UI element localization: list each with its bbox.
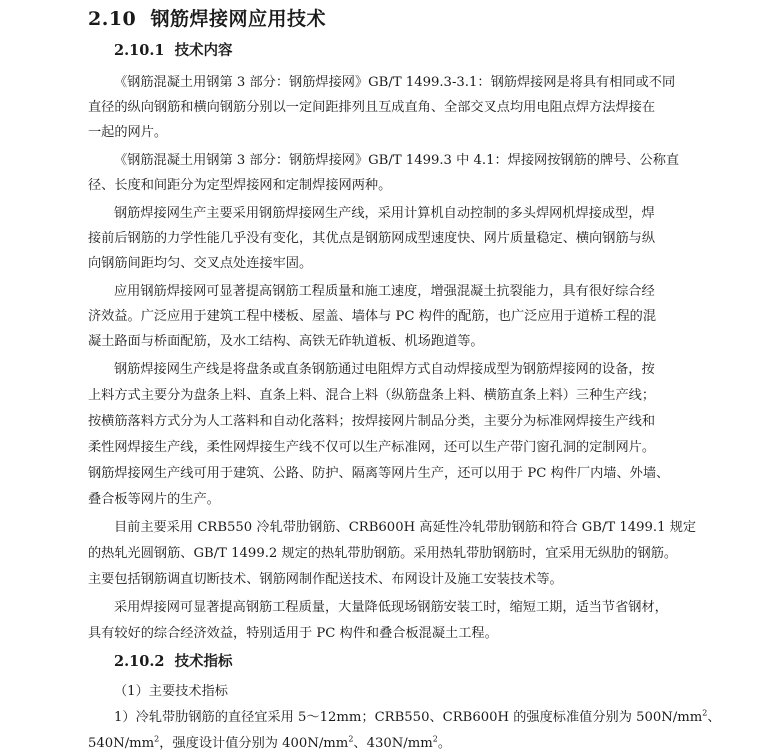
paragraph-line: 径、长度和间距分为定型焊接网和定制焊接网两种。 — [88, 178, 392, 193]
subsection-number: 2.10.2 — [114, 653, 165, 670]
paragraph-line: 具有较好的综合经济效益，特别适用于 PC 构件和叠合板混凝土工程。 — [88, 626, 498, 641]
spec-text: 、430N/mm — [353, 736, 433, 751]
spec-line-2 — [88, 732, 451, 751]
superscript: 2 — [348, 734, 354, 744]
superscript: 2 — [154, 734, 160, 744]
spec-text: 、 — [707, 710, 721, 725]
section-title: 钢筋焊接网应用技术 — [150, 8, 327, 30]
subsection-heading-2 — [114, 650, 233, 671]
paragraph-line: 应用钢筋焊接网可显著提高钢筋工程质量和施工速度，增强混凝土抗裂能力，具有很好综合经 — [114, 284, 655, 299]
spec-text: 1）冷轧带肋钢筋的直径宜采用 5～12mm；CRB550、CRB600H 的强度标准值分别为 500N/mm — [114, 710, 703, 725]
paragraph-line: 柔性网焊接生产线，柔性网焊接生产线不仅可以生产标准网，还可以生产带门窗孔洞的定制网片。 — [88, 440, 656, 455]
paragraph-line: 接前后钢筋的力学性能几乎没有变化，其优点是钢筋网成型速度快、网片质量稳定、横向钢筋与纵 — [88, 231, 656, 246]
spec-line-1 — [114, 706, 721, 725]
paragraph-line: 钢筋焊接网生产主要采用钢筋焊接网生产线，采用计算机自动控制的多头焊网机焊接成型，焊 — [114, 206, 655, 221]
paragraph-line: 钢筋焊接网生产线是将盘条或直条钢筋通过电阻焊方式自动焊接成型为钢筋焊接网的设备，按 — [114, 362, 655, 377]
paragraph-line: 目前主要采用 CRB550 冷轧带肋钢筋、CRB600H 高延性冷轧带肋钢筋和符合 GB/T 1499.1 规定 — [114, 520, 697, 535]
paragraph-line: 凝土路面与桥面配筋，及水工结构、高铁无砟轨道板、机场跑道等。 — [88, 334, 484, 349]
section-number: 2.10 — [88, 8, 137, 30]
paragraph-line: 一起的网片。 — [88, 125, 168, 140]
paragraph-line: 向钢筋间距均匀、交叉点处连接牢固。 — [88, 256, 313, 271]
spec-text: 540N/mm — [88, 736, 155, 751]
subsection-title: 技术指标 — [174, 653, 233, 670]
paragraph-line: 按横筋落料方式分为人工落料和自动化落料；按焊接网片制品分类，主要分为标准网焊接生产线和 — [88, 414, 656, 429]
paragraph-line: 上料方式主要分为盘条上料、直条上料、混合上料（纵筋盘条上料、横筋直条上料）三种生产线； — [88, 388, 656, 403]
spec-text: 。 — [437, 736, 452, 751]
section-heading — [88, 4, 326, 31]
paragraph-line: 的热轧光圆钢筋、GB/T 1499.2 规定的热轧带肋钢筋。采用热轧带肋钢筋时，宜采用无纵肋的钢筋。 — [88, 546, 678, 561]
paragraph-line: 济效益。广泛应用于建筑工程中楼板、屋盖、墙体与 PC 构件的配筋，也广泛应用于道桥工程的混 — [88, 309, 657, 324]
spec-text: ，强度设计值分别为 400N/mm — [159, 736, 349, 751]
superscript: 2 — [702, 708, 708, 718]
list-item-heading: （1）主要技术指标 — [114, 684, 228, 699]
paragraph-line: 《钢筋混凝土用钢第 3 部分：钢筋焊接网》GB/T 1499.3-3.1：钢筋焊接网是将具有相同或不同 — [114, 75, 676, 90]
subsection-heading-1 — [114, 39, 233, 60]
paragraph-line: 叠合板等网片的生产。 — [88, 492, 220, 507]
paragraph-line: 直径的纵向钢筋和横向钢筋分别以一定间距排列且互成直角、全部交叉点均用电阻点焊方法焊接在 — [88, 100, 656, 115]
subsection-number: 2.10.1 — [114, 42, 165, 59]
paragraph-line: 主要包括钢筋调直切断技术、钢筋网制作配送技术、布网设计及施工安装技术等。 — [88, 572, 563, 587]
paragraph-line: 《钢筋混凝土用钢第 3 部分：钢筋焊接网》GB/T 1499.3 中 4.1：焊接网按钢筋的牌号、公称直 — [114, 153, 680, 168]
paragraph-line: 采用焊接网可显著提高钢筋工程质量，大量降低现场钢筋安装工时，缩短工期，适当节省钢材， — [114, 600, 668, 615]
superscript: 2 — [432, 734, 438, 744]
subsection-title: 技术内容 — [174, 42, 233, 59]
paragraph-line: 钢筋焊接网生产线可用于建筑、公路、防护、隔离等网片生产，还可以用于 PC 构件厂内墙、外墙、 — [88, 466, 670, 481]
